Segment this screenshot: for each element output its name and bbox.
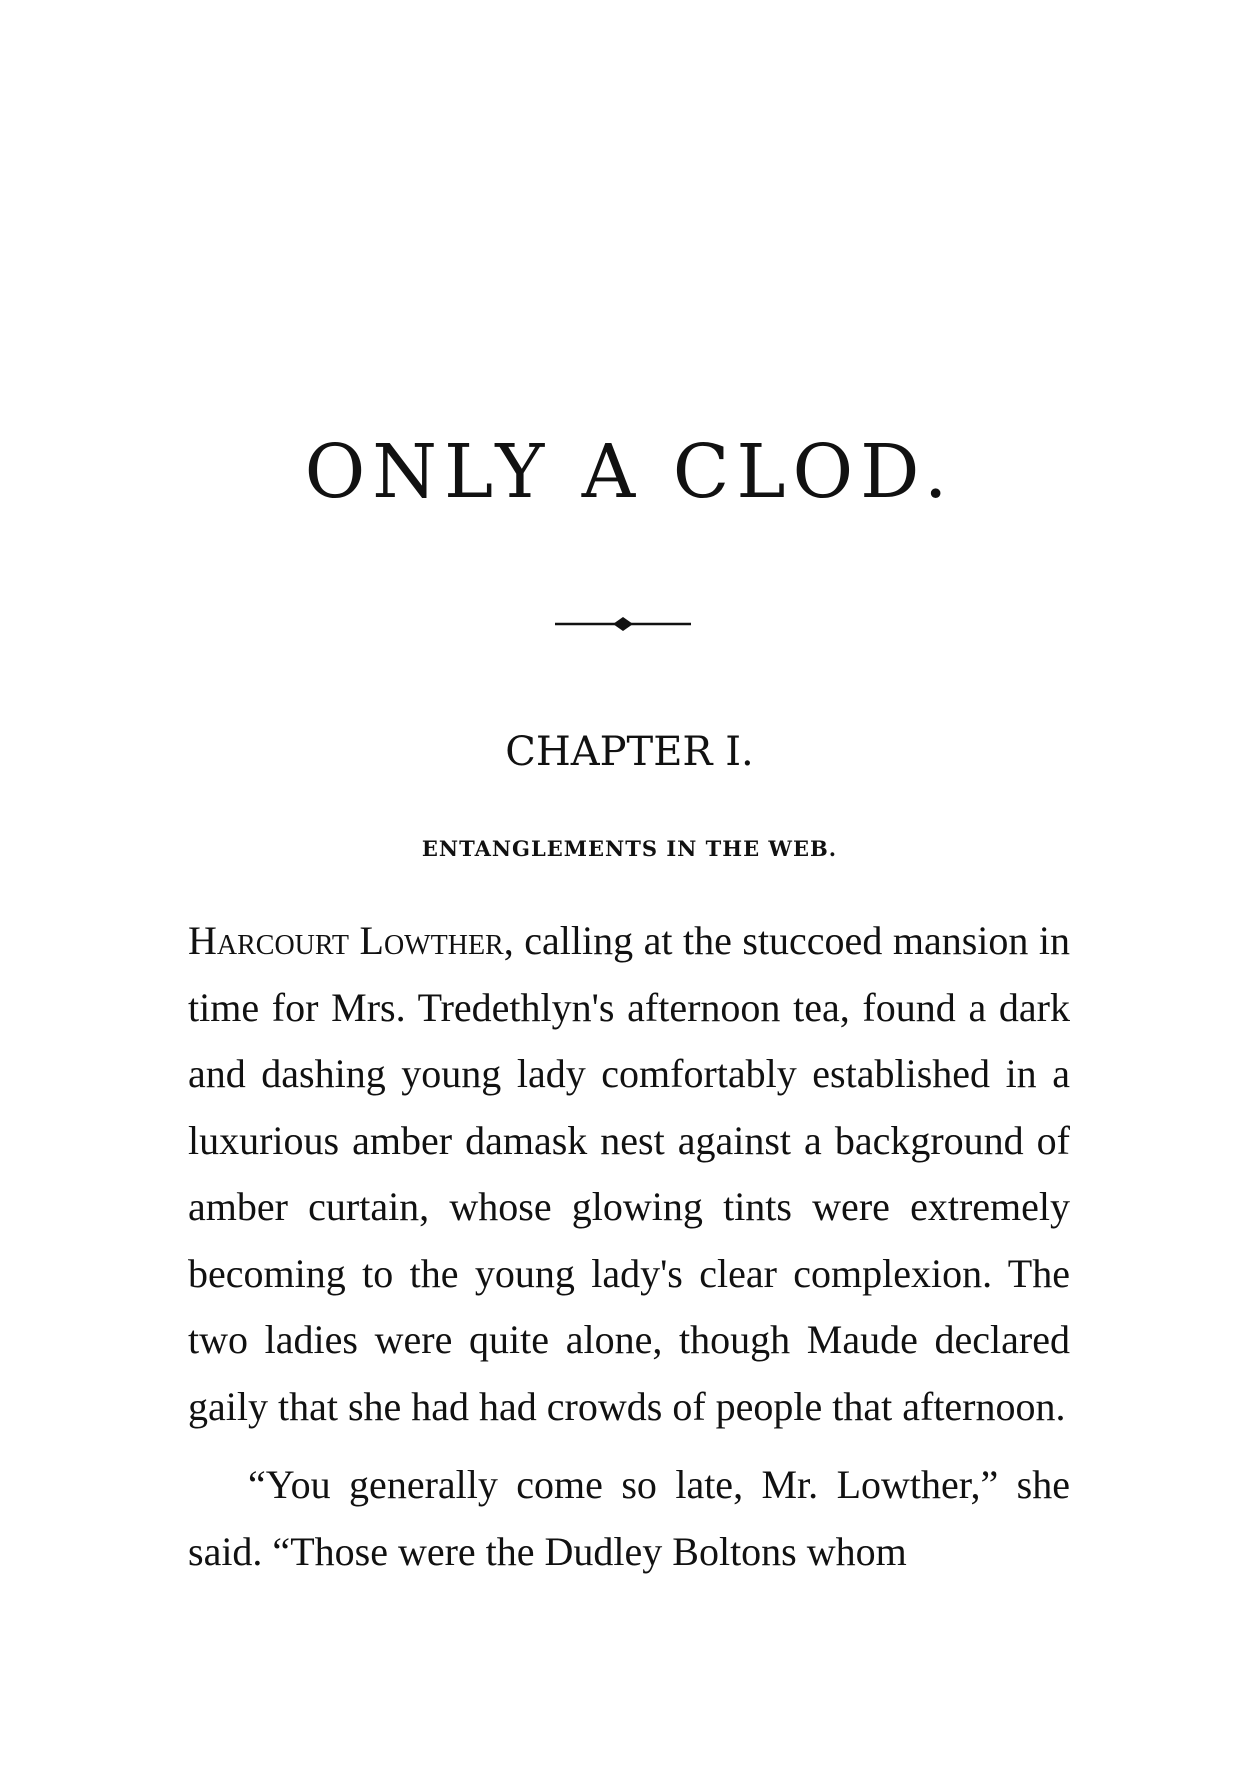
paragraph-1 xyxy=(188,908,1070,1440)
chapter-body-text xyxy=(188,908,1070,1585)
chapter-heading: CHAPTER I. xyxy=(505,729,754,775)
paragraph-1-text: , calling at the stuccoed mansion in time for Mrs. Tredethlyn's afternoon tea, found a dark and dashing young lady comfortably established in a luxurious amber damask nest against a background of amber curtain, whose glowing tints were extremely becoming to the young lady's clear complexion. The two ladies were quite alone, though Maude declared gaily that she had had crowds of people that afternoon. xyxy=(188,918,1071,1429)
chapter-subtitle: ENTANGLEMENTS IN THE WEB. xyxy=(421,836,838,861)
character-name-first: Harcourt xyxy=(188,918,349,963)
name-space xyxy=(349,918,360,963)
rule-with-diamond-ornament-icon xyxy=(553,612,693,636)
book-title: ONLY A CLOD. xyxy=(304,429,955,515)
character-name-last: Lowther xyxy=(359,918,504,963)
paragraph-2: “You generally come so late, Mr. Lowther,” she said. “Those were the Dudley Boltons whom xyxy=(188,1462,1070,1574)
